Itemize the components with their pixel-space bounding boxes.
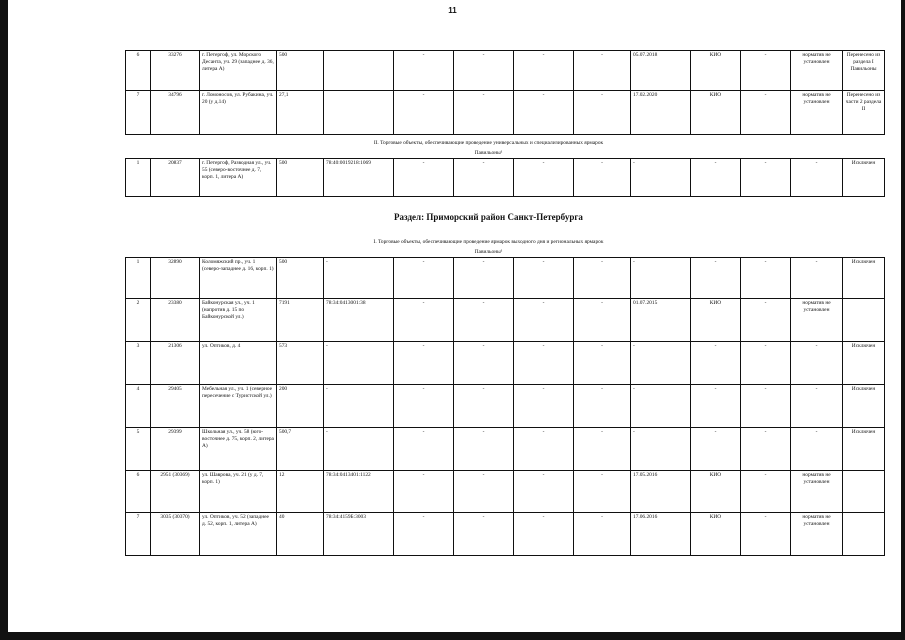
cell-status: норматив не установлен <box>791 513 843 556</box>
cell-date: 17.05.2016 <box>631 471 691 513</box>
cell-address: г. Петергоф, Разводная ул., уч. 55 (северо-восточнее д. 7, корп. 1, литера А) <box>200 159 277 197</box>
cell-note: Исключен <box>843 159 885 197</box>
cell-status: норматив не установлен <box>791 299 843 342</box>
cell-n: 4 <box>126 385 151 428</box>
table-row <box>126 385 885 428</box>
cell-c6: - <box>454 91 514 135</box>
cell-note: Исключен <box>843 428 885 471</box>
cell-c11: - <box>741 471 791 513</box>
cell-n: 1 <box>126 159 151 197</box>
cell-date: 17.06.2016 <box>631 513 691 556</box>
cell-c8: - <box>574 471 631 513</box>
cell-c7: - <box>514 258 574 299</box>
cell-org: КИО <box>691 471 741 513</box>
cell-c6: - <box>454 385 514 428</box>
cell-c11: - <box>741 428 791 471</box>
cell-area: 500 <box>277 159 324 197</box>
section2-subheading: Павильоны¹ <box>474 150 503 156</box>
cell-org: КИО <box>691 513 741 556</box>
cell-id: 29399 <box>151 428 200 471</box>
cell-c11: - <box>741 299 791 342</box>
section1-subheading: Павильоны¹ <box>474 249 503 255</box>
cell-area: 40 <box>277 513 324 556</box>
cell-date: - <box>631 385 691 428</box>
cell-id: 2951 (30369) <box>151 471 200 513</box>
cell-status: норматив не установлен <box>791 91 843 135</box>
cell-date: 05.07.2018 <box>631 51 691 91</box>
cell-n: 1 <box>126 258 151 299</box>
cell-c5: - <box>394 51 454 91</box>
cell-c8: - <box>574 513 631 556</box>
cell-c5: - <box>394 299 454 342</box>
cell-status: - <box>791 159 843 197</box>
cell-note: Перенесено из раздела I Павильоны <box>843 51 885 91</box>
cell-date: - <box>631 428 691 471</box>
cell-id: 21306 <box>151 342 200 385</box>
table-row <box>126 91 885 135</box>
section2-heading: II. Торговые объекты, обеспечивающие проведение универсальных и специализированных ярмарок <box>373 140 604 146</box>
table-row <box>126 51 885 91</box>
cell-c11: - <box>741 385 791 428</box>
cell-status: норматив не установлен <box>791 471 843 513</box>
cell-note <box>843 513 885 556</box>
cell-c7: - <box>514 513 574 556</box>
cell-c8: - <box>574 385 631 428</box>
cell-c5: - <box>394 342 454 385</box>
cell-note <box>843 299 885 342</box>
cell-c7: - <box>514 91 574 135</box>
cell-org: - <box>691 385 741 428</box>
cell-c5: - <box>394 91 454 135</box>
cell-address: ул. Оптиков, уч. 52 (западнее д. 52, корп. 1, литера А) <box>200 513 277 556</box>
cell-note: Исключен <box>843 258 885 299</box>
cell-c7: - <box>514 299 574 342</box>
cell-id: 20837 <box>151 159 200 197</box>
table-bottom <box>125 257 885 556</box>
cell-area: 7191 <box>277 299 324 342</box>
cell-area: 573 <box>277 342 324 385</box>
cell-c6: - <box>454 299 514 342</box>
cell-address: Байконурская ул., уч. 1 (напротив д. 15 по Байконурской ул.) <box>200 299 277 342</box>
cell-c6: - <box>454 159 514 197</box>
cell-status: - <box>791 342 843 385</box>
cell-id: 34796 <box>151 91 200 135</box>
cell-id: 23380 <box>151 299 200 342</box>
table-row <box>126 299 885 342</box>
table-middle <box>125 158 885 197</box>
cell-c7: - <box>514 51 574 91</box>
cell-c8: - <box>574 299 631 342</box>
cell-date: - <box>631 159 691 197</box>
cell-cadastral: - <box>324 385 394 428</box>
table-row <box>126 342 885 385</box>
cell-org: - <box>691 258 741 299</box>
cell-c11: - <box>741 91 791 135</box>
scan-border-bottom <box>0 632 905 640</box>
cell-c5: - <box>394 385 454 428</box>
cell-c5: - <box>394 471 454 513</box>
cell-c8: - <box>574 258 631 299</box>
cell-c6: - <box>454 258 514 299</box>
cell-c6: - <box>454 428 514 471</box>
cell-c5: - <box>394 428 454 471</box>
cell-area: 500 <box>277 258 324 299</box>
district-title: Раздел: Приморский район Санкт-Петербурга <box>394 212 583 222</box>
cell-id: 32890 <box>151 258 200 299</box>
cell-org: - <box>691 342 741 385</box>
cell-area: 12 <box>277 471 324 513</box>
cell-date: - <box>631 342 691 385</box>
cell-address: Коломяжский пр., уч. 1 (северо-западнее д. 16, корп. 1) <box>200 258 277 299</box>
cell-cadastral: 78:34:0413401:1122 <box>324 471 394 513</box>
cell-id: 3035 (30370) <box>151 513 200 556</box>
cell-org: - <box>691 159 741 197</box>
cell-c11: - <box>741 513 791 556</box>
cell-c8: - <box>574 428 631 471</box>
cell-note: Исключен <box>843 385 885 428</box>
cell-address: Школьная ул., уч. 58 (юго-восточнее д. 75, корп. 2, литера А) <box>200 428 277 471</box>
cell-c11: - <box>741 258 791 299</box>
cell-area: 500 <box>277 51 324 91</box>
cell-n: 7 <box>126 91 151 135</box>
cell-org: - <box>691 428 741 471</box>
cell-status: - <box>791 428 843 471</box>
cell-c6: - <box>454 471 514 513</box>
table-row <box>126 513 885 556</box>
cell-c5: - <box>394 159 454 197</box>
cell-status: - <box>791 258 843 299</box>
cell-cadastral: - <box>324 342 394 385</box>
cell-note: Исключен <box>843 342 885 385</box>
cell-n: 6 <box>126 471 151 513</box>
cell-c8: - <box>574 159 631 197</box>
cell-date: 17.02.2020 <box>631 91 691 135</box>
cell-c5: - <box>394 513 454 556</box>
cell-c11: - <box>741 51 791 91</box>
cell-date: 01.07.2015 <box>631 299 691 342</box>
cell-org: КИО <box>691 51 741 91</box>
cell-note <box>843 471 885 513</box>
section1-heading: I. Торговые объекты, обеспечивающие проведение ярмарок выходного дня и региональных ярмарок <box>373 239 604 245</box>
cell-cadastral: - <box>324 428 394 471</box>
cell-org: КИО <box>691 299 741 342</box>
cell-c7: - <box>514 385 574 428</box>
table-row <box>126 428 885 471</box>
cell-c11: - <box>741 342 791 385</box>
cell-cadastral: 78:34:4159Б:3003 <box>324 513 394 556</box>
cell-area: 500,7 <box>277 428 324 471</box>
scan-border-left <box>0 0 8 640</box>
cell-id: 33276 <box>151 51 200 91</box>
table-row <box>126 258 885 299</box>
cell-c11: - <box>741 159 791 197</box>
cell-cadastral: 78:40:0019218:1069 <box>324 159 394 197</box>
cell-c6: - <box>454 513 514 556</box>
cell-date: - <box>631 258 691 299</box>
page-number: 11 <box>448 6 457 15</box>
cell-cadastral: 78:34:0413001:38 <box>324 299 394 342</box>
cell-status: - <box>791 385 843 428</box>
cell-n: 3 <box>126 342 151 385</box>
cell-c7: - <box>514 471 574 513</box>
cell-n: 7 <box>126 513 151 556</box>
scan-border-right <box>901 0 905 640</box>
cell-area: 27,1 <box>277 91 324 135</box>
cell-id: 29405 <box>151 385 200 428</box>
cell-area: 200 <box>277 385 324 428</box>
cell-c7: - <box>514 159 574 197</box>
cell-c7: - <box>514 342 574 385</box>
cell-c5: - <box>394 258 454 299</box>
cell-c8: - <box>574 91 631 135</box>
cell-status: норматив не установлен <box>791 51 843 91</box>
cell-org: КИО <box>691 91 741 135</box>
cell-cadastral <box>324 51 394 91</box>
table-row <box>126 471 885 513</box>
cell-c8: - <box>574 342 631 385</box>
cell-address: г. Петергоф, ул. Морского Десанта, уч. 29 (западнее д. 36, литера А) <box>200 51 277 91</box>
cell-c6: - <box>454 342 514 385</box>
cell-n: 6 <box>126 51 151 91</box>
cell-c6: - <box>454 51 514 91</box>
table-row <box>126 159 885 197</box>
cell-note: Перенесено из части 2 раздела II <box>843 91 885 135</box>
cell-c8: - <box>574 51 631 91</box>
cell-address: ул. Оптиков, д. 4 <box>200 342 277 385</box>
cell-address: Мебельная ул., уч. 1 (северное пересечение с Туристской ул.) <box>200 385 277 428</box>
cell-address: г. Ломоносов, ул. Рубакина, уч. 20 (у д.14) <box>200 91 277 135</box>
cell-cadastral <box>324 91 394 135</box>
table-top <box>125 50 885 135</box>
cell-address: ул. Шаврова, уч. 21 (у д. 7, корп. 1) <box>200 471 277 513</box>
cell-c7: - <box>514 428 574 471</box>
cell-n: 2 <box>126 299 151 342</box>
cell-cadastral: - <box>324 258 394 299</box>
cell-n: 5 <box>126 428 151 471</box>
